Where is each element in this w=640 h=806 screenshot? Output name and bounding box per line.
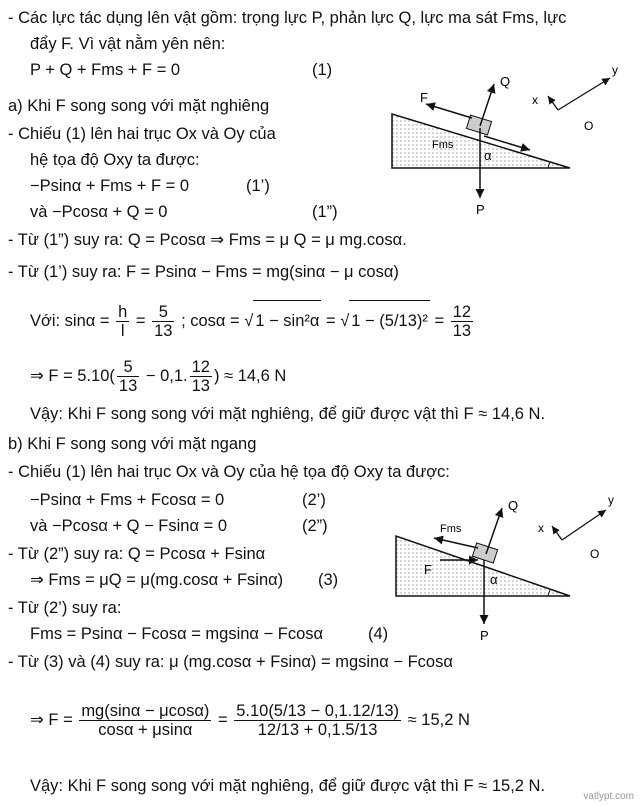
label-Fms: Fms — [440, 523, 462, 535]
label-F: F — [424, 562, 432, 577]
axis-y — [562, 510, 606, 540]
push-force-arrow — [426, 104, 472, 118]
incline-figure-a — [380, 56, 630, 226]
line-b4: - Từ (2”) suy ra: Q = Pcosα + Fsinα — [8, 545, 266, 563]
equation-1a: −Psinα + Fms + F = 0 — [30, 177, 190, 195]
conclusion-b: Vậy: Khi F song song với mặt nghiêng, để giữ được vật thì F ≈ 15,2 N. — [30, 777, 546, 795]
axis-x — [548, 96, 558, 110]
label-Q: Q — [508, 498, 519, 513]
axis-y — [558, 78, 610, 110]
line-forces: - Các lực tác dụng lên vật gồm: trọng lực P, phản lực Q, lực ma sát Fms, lực — [8, 9, 567, 27]
label-O: O — [584, 119, 594, 133]
equation-3: ⇒ Fms = μQ = μ(mg.cosα + Fsinα) — [30, 571, 284, 589]
line-b6: - Từ (2’) suy ra: — [8, 599, 122, 617]
label-alpha: α — [484, 148, 492, 163]
equation-2a: −Psinα + Fms + Fcosα = 0 — [30, 491, 225, 509]
f-result-line-a: ⇒ F = 5.10( $\frac{5}{13}$ − 0,1. $\frac{12}{13}$ ) ≈ 14,6 N — [30, 358, 287, 396]
conclusion-a: Vậy: Khi F song song với mặt nghiêng, để giữ được vật thì F ≈ 14,6 N. — [30, 405, 546, 423]
equation-3-number: (3) — [318, 571, 339, 589]
section-b-heading: b) Khi F song song với mặt ngang — [8, 435, 257, 453]
label-P: P — [476, 202, 485, 217]
label-alpha: α — [490, 572, 498, 587]
equation-2b: và −Pcosα + Q − Fsinα = 0 — [30, 517, 228, 535]
label-x: x — [538, 521, 544, 535]
line-a2: hệ tọa độ Oxy ta được: — [30, 151, 200, 169]
equation-1-number: (1) — [312, 61, 333, 79]
axis-x — [552, 526, 562, 540]
label-Q: Q — [500, 74, 511, 89]
line-a5: - Từ (1”) suy ra: Q = Pcosα ⇒ Fms = μ Q = μ mg.cosα. — [8, 231, 407, 249]
label-P: P — [480, 628, 489, 643]
equation-4: Fms = Psinα − Fcosα = mgsinα − Fcosα — [30, 625, 324, 643]
normal-force-arrow — [486, 508, 502, 554]
equation-1a-number: (1’) — [246, 177, 270, 195]
equation-2b-number: (2”) — [302, 517, 328, 535]
equation-2a-number: (2’) — [302, 491, 326, 509]
line-b8: - Từ (3) và (4) suy ra: μ (mg.cosα + Fsinα) = mgsinα − Fcosα — [8, 653, 453, 671]
incline-figure-b — [380, 480, 630, 650]
label-y: y — [608, 493, 614, 507]
equation-1: P + Q + Fms + F = 0 — [30, 61, 181, 79]
label-Fms: Fms — [432, 139, 454, 151]
equation-4-number: (4) — [368, 625, 389, 643]
label-x: x — [532, 93, 538, 107]
line-a6: - Từ (1’) suy ra: F = Psinα − Fms = mg(sinα − μ cosα) — [8, 263, 399, 281]
section-a-heading: a) Khi F song song với mặt nghiêng — [8, 97, 270, 115]
line-equilibrium: đẩy F. Vì vật nằm yên nên: — [30, 35, 226, 53]
equation-1b-number: (1”) — [312, 203, 338, 221]
label-F: F — [420, 90, 428, 105]
watermark: vatlypt.com — [583, 791, 634, 802]
sin-cos-line: Với: sinα = $\frac{h}{l}$ = $\frac{5}{13}$ ; cosα = √ 1 − sin²α = √ 1 − (5/13)² = $\frac{12}{13}$ — [30, 300, 475, 341]
label-O: O — [590, 547, 600, 561]
line-b1: - Chiếu (1) lên hai trục Ox và Oy của hệ tọa độ Oxy ta được: — [8, 463, 450, 481]
line-a1: - Chiếu (1) lên hai trục Ox và Oy của — [8, 125, 276, 143]
f-result-line-b: ⇒ F = $\frac{mg(\sin\alpha - \mu\cos\alpha)}{\cos\alpha + \mu\sin\alpha}$ = $\frac{5.10(5/13 - 0,1.12/13)}{12/13 + 0,1.5/13}$ ≈ 15,2 N — [30, 702, 470, 740]
equation-1b: và −Pcosα + Q = 0 — [30, 203, 168, 221]
friction-arrow — [434, 538, 478, 548]
label-y: y — [612, 63, 618, 77]
